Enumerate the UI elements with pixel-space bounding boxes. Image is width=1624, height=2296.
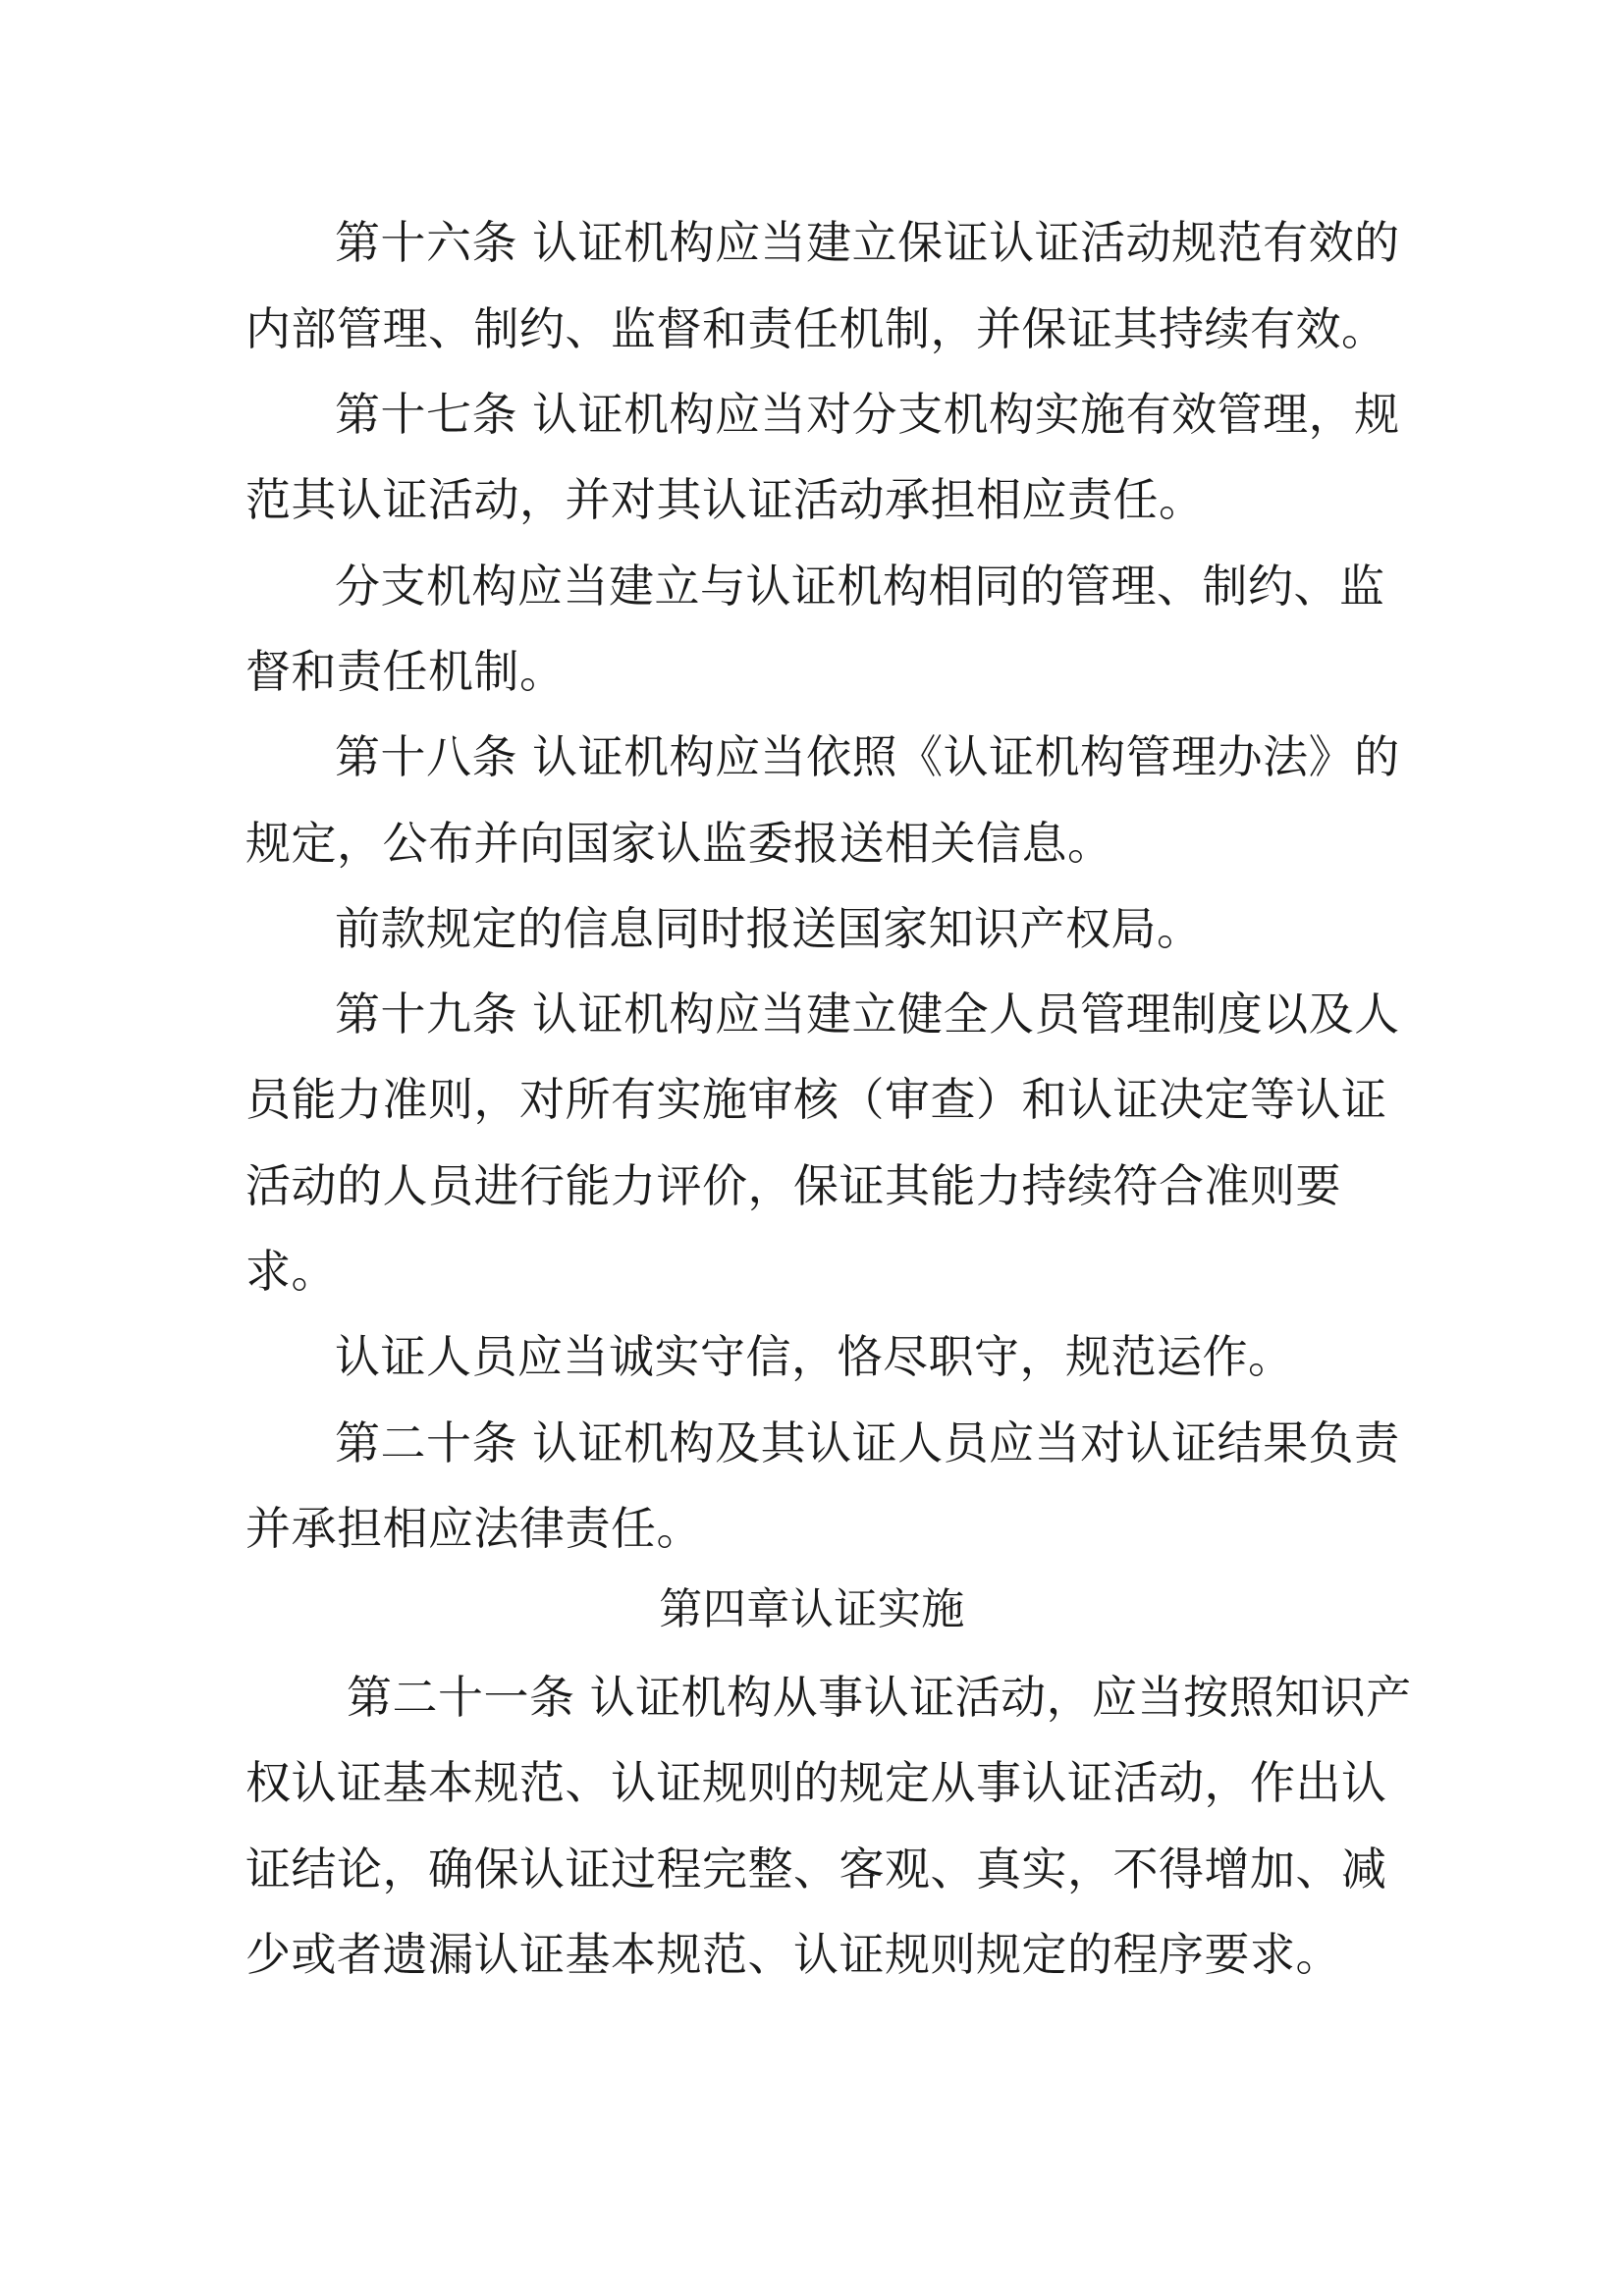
article-21-line-4: 少或者遗漏认证基本规范、认证规则规定的程序要求。: [245, 1928, 1341, 1981]
article-21-line-1: 第二十一条 认证机构从事认证活动，应当按照知识产: [347, 1671, 1412, 1724]
article-20-line-1: 第二十条 认证机构及其认证人员应当对认证结果负责: [335, 1416, 1400, 1469]
article-19-line-3: 活动的人员进行能力评价，保证其能力持续符合准则要: [245, 1159, 1341, 1212]
article-16-line-2: 内部管理、制约、监督和责任机制，并保证其持续有效。: [245, 302, 1387, 355]
personnel-paragraph-line: 认证人员应当诚实守信，恪尽职守，规范运作。: [335, 1330, 1294, 1383]
article-19-line-1: 第十九条 认证机构应当建立健全人员管理制度以及人: [335, 988, 1400, 1041]
article-21-line-2: 权认证基本规范、认证规则的规定从事认证活动，作出认: [245, 1756, 1387, 1809]
article-18-line-2: 规定，公布并向国家认监委报送相关信息。: [245, 817, 1113, 870]
branch-paragraph-line-1: 分支机构应当建立与认证机构相同的管理、制约、监: [335, 560, 1385, 613]
branch-paragraph-line-2: 督和责任机制。: [245, 645, 566, 698]
article-17-line-2: 范其认证活动，并对其认证活动承担相应责任。: [245, 473, 1205, 526]
article-21-line-3: 证结论，确保认证过程完整、客观、真实，不得增加、减: [245, 1842, 1387, 1896]
article-17-line-1: 第十七条 认证机构应当对分支机构实施有效管理，规: [335, 388, 1400, 441]
chapter-heading: 第四章认证实施: [659, 1584, 965, 1634]
article-20-line-2: 并承担相应法律责任。: [245, 1502, 702, 1555]
article-19-line-4: 求。: [245, 1245, 337, 1298]
info-paragraph-line: 前款规定的信息同时报送国家知识产权局。: [335, 902, 1203, 955]
article-16-line-1: 第十六条 认证机构应当建立保证认证活动规范有效的: [335, 216, 1400, 269]
article-19-line-2: 员能力准则，对所有实施审核（审查）和认证决定等认证: [245, 1073, 1387, 1126]
article-18-line-1: 第十八条 认证机构应当依照《认证机构管理办法》的: [335, 730, 1400, 783]
